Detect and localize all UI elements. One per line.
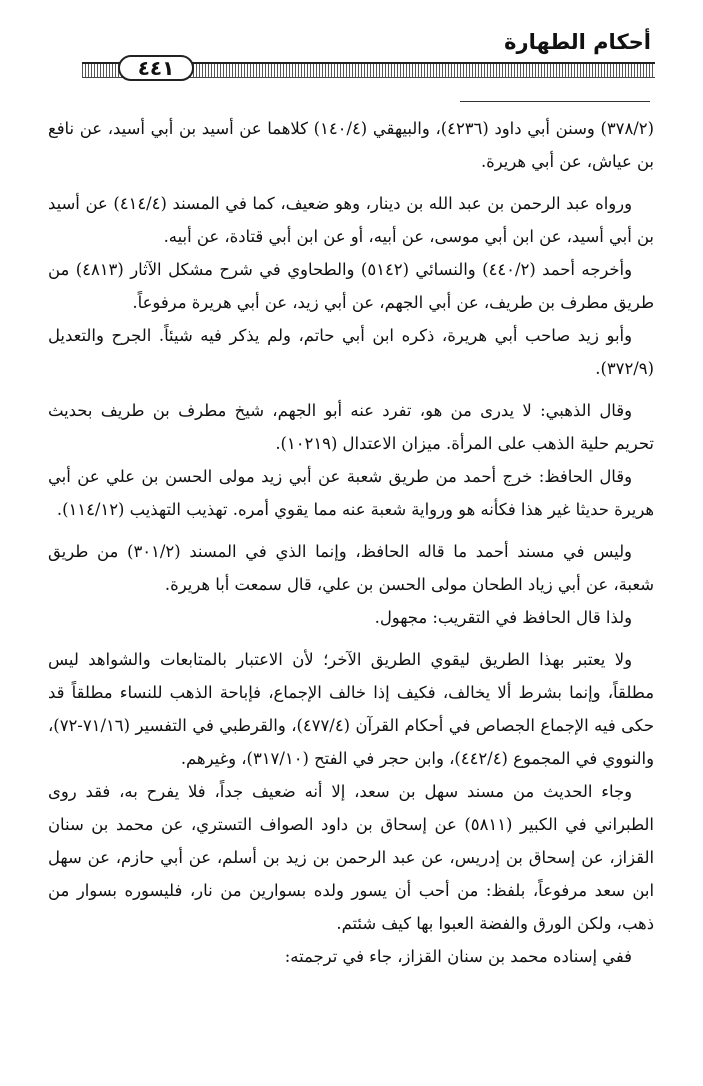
footnote-body [48, 112, 654, 973]
paragraph-6: وقال الحافظ: خرج أحمد من طريق شعبة عن أبي زيد مولى الحسن بن علي عن أبي هريرة حديثا غير هذا فكأنه هو ورواية شعبة عنه مما يقوي أمره. تهذيب التهذيب (١١٤/١٢). [48, 467, 654, 519]
footnote-separator [460, 101, 650, 102]
paragraph-1: (٣٧٨/٢) وسنن أبي داود (٤٢٣٦)، والبيهقي (١٤٠/٤) كلاهما عن أسيد بن أبي أسيد، عن نافع بن عياش، عن أبي هريرة. [48, 119, 654, 171]
paragraph-5: وقال الذهبي: لا يدرى من هو، تفرد عنه أبو الجهم، شيخ مطرف بن طريف بحديث تحريم حلية الذهب على المرأة. ميزان الاعتدال (١٠٢١٩). [48, 401, 654, 453]
running-header-title: أحكام الطهارة [504, 30, 651, 54]
paragraph-9: ولا يعتبر بهذا الطريق ليقوي الطريق الآخر؛ لأن الاعتبار بالمتابعات والشواهد ليس مطلقاً، وإنما بشرط ألا يخالف، فكيف إذا خالف الإجماع، فإباحة الذهب للنساء مطلقاً قد حكى فيه الإجماع الجصاص في أحكام القرآن (٤٧٧/٤)، والقرطبي في التفسير (٧١/١٦-٧٢)، والنووي في المجموع (٤٤٢/٤)، وابن حجر في الفتح (٣١٧/١٠)، وغيرهم. [48, 650, 654, 768]
page-number-badge: ٤٤١ [118, 55, 194, 81]
paragraph-8: ولذا قال الحافظ في التقريب: مجهول. [374, 608, 632, 627]
paragraph-7: وليس في مسند أحمد ما قاله الحافظ، وإنما الذي في المسند (٣٠١/٢) من طريق شعبة، عن أبي زياد الطحان مولى الحسن بن علي، قال سمعت أبا هريرة. [48, 542, 654, 594]
paragraph-2: ورواه عبد الرحمن بن عبد الله بن دينار، وهو ضعيف، كما في المسند (٤١٤/٤) عن أسيد بن أبي أسيد، عن ابن أبي موسى، عن أبيه، أو عن ابن أبي قتادة، عن أبيه. [48, 194, 654, 246]
paragraph-4: وأبو زيد صاحب أبي هريرة، ذكره ابن أبي حاتم، ولم يذكر فيه شيئاً. الجرح والتعديل (٣٧٢/٩). [48, 326, 654, 378]
paragraph-10: وجاء الحديث من مسند سهل بن سعد، إلا أنه ضعيف جداً، فلا يفرح به، فقد روى الطبراني في الكبير (٥٨١١) عن إسحاق بن داود الصواف التستري، عن محمد بن سنان القزاز، عن إسحاق بن إدريس، عن عبد الرحمن بن زيد بن أسلم، عن أبي حازم، عن سهل ابن سعد مرفوعاً، بلفظ: من أحب أن يسور ولده بسوارين من نار، فليسوره بسوار من ذهب، ولكن الورق والفضة العبوا بها كيف شئتم. [48, 782, 654, 933]
paragraph-3: وأخرجه أحمد (٤٤٠/٢) والنسائي (٥١٤٢) والطحاوي في شرح مشكل الآثار (٤٨١٣) من طريق مطرف بن طريف، عن أبي الجهم، عن أبي زيد، عن أبي هريرة مرفوعاً. [48, 260, 654, 312]
paragraph-11: ففي إسناده محمد بن سنان القزاز، جاء في ترجمته: [284, 947, 632, 966]
